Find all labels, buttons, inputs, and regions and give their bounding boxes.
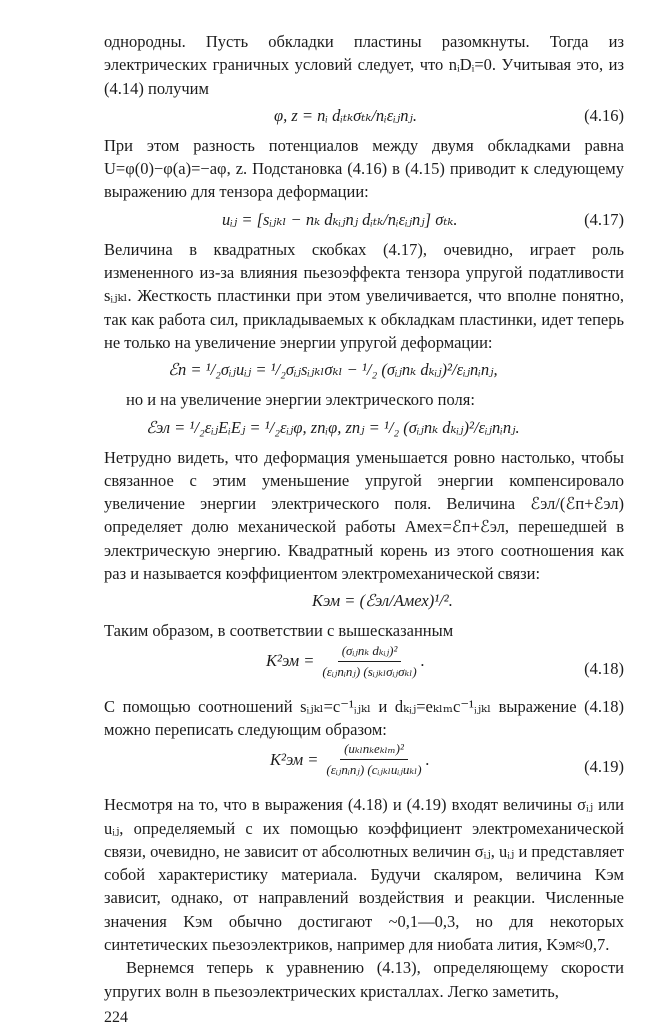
fraction-numerator: (σᵢⱼnₖ dₖᵢⱼ)² bbox=[338, 643, 402, 662]
paragraph: Несмотря на то, что в выражения (4.18) и (4.19) входят величины σᵢⱼ или uᵢⱼ, определяемый с их помощью коэффициент электромеханической связи, очевидно, не зависит от абсолютных величин σᵢⱼ, uᵢⱼ и представляет собой характеристику материала. Будучи скаляром, величина Kэм зависит, однако, от направлений воздействия и реакции. Численные значения Kэм обычно достигают ~0,1—0,3, но для некоторых синтетических пьезоэлектриков, например для ниобата лития, Kэм≈0,7. bbox=[104, 795, 624, 955]
fraction-denominator: (εᵢⱼnᵢnⱼ) (sᵢⱼₖₗσᵢⱼσₖₗ) bbox=[322, 663, 417, 679]
equation-electric-energy bbox=[104, 412, 624, 446]
equation-number: (4.19) bbox=[584, 757, 624, 777]
equation-k-em bbox=[104, 585, 624, 619]
equation-4-17 bbox=[104, 204, 624, 238]
equation-lhs: K²эм = bbox=[270, 749, 319, 769]
equation-tail: . bbox=[425, 749, 430, 769]
equation-tail: . bbox=[420, 651, 425, 671]
equation-number: (4.17) bbox=[584, 209, 624, 229]
fraction bbox=[318, 643, 420, 680]
equation-elastic-energy bbox=[104, 354, 624, 388]
paragraph: Таким образом, в соответствии с вышесказанным bbox=[104, 621, 454, 641]
equation-4-18 bbox=[104, 643, 624, 695]
fraction-denominator: (εᵢⱼnᵢnⱼ) (cᵢⱼₖₗuᵢⱼuₖₗ) bbox=[326, 762, 422, 778]
equation-4-19 bbox=[104, 741, 624, 793]
equation-body: ℰп = ¹/₂σᵢⱼuᵢⱼ = ¹/₂σᵢⱼsᵢⱼₖₗσₖₗ − ¹/₂ (σᵢⱼnₖ dₖᵢⱼ)²/εᵢⱼnᵢnⱼ, bbox=[168, 360, 498, 380]
equation-body: φ, z = nᵢ dᵢₜₖσₜₖ/nᵢεᵢⱼnⱼ. bbox=[274, 105, 417, 125]
fraction bbox=[322, 741, 425, 778]
paragraph: однородны. Пусть обкладки пластины разомкнуты. Тогда из электрических граничных условий следует, что nᵢDᵢ=0. Учитывая это, из (4.14) получим bbox=[104, 32, 624, 98]
paragraph: Нетрудно видеть, что деформация уменьшается ровно настолько, чтобы связанное с этим уменьшение упругой энергии компенсировало увеличение энергии электрического поля. Величина ℰэл/(ℰп+ℰэл) определяет долю механической работы Aмех=ℰп+ℰэл, перешедшей в электрическую энергию. Квадратный корень из этого соотношения как раз и называется коэффициентом электромеханической связи: bbox=[104, 447, 624, 584]
paragraph: Величина в квадратных скобках (4.17), очевидно, играет роль измененного из-за влияния пьезоэффекта тензора упругой податливости sᵢⱼₖₗ. Жесткость пластинки при этом увеличивается, что вполне понятно, так как работа сил, прикладываемых к обкладкам пластинки, идет теперь не только на увеличение энергии упругой деформации: bbox=[104, 239, 624, 352]
equation-body: ℰэл = ¹/₂εᵢⱼEᵢEⱼ = ¹/₂εᵢⱼφ, znᵢφ, znⱼ = ¹/₂ (σᵢⱼnₖ dₖᵢⱼ)²/εᵢⱼnᵢnⱼ. bbox=[146, 417, 520, 437]
equation-number: (4.18) bbox=[584, 658, 624, 678]
book-page bbox=[104, 30, 624, 1027]
fraction-numerator: (uₖₗnₖeₖₗₘ)² bbox=[340, 741, 408, 760]
paragraph: но и на увеличение энергии электрического поля: bbox=[126, 390, 475, 410]
paragraph: С помощью соотношений sᵢⱼₖₗ=c⁻¹ᵢⱼₖₗ и dₖᵢⱼ=eₖₗₘc⁻¹ᵢⱼₖₗ выражение (4.18) можно переписать следующим образом: bbox=[104, 696, 624, 739]
paragraph: При этом разность потенциалов между двумя обкладками равна U=φ(0)−φ(a)=−aφ, z. Подстановка (4.16) в (4.15) приводит к следующему выражению для тензора деформации: bbox=[104, 135, 624, 202]
equation-number: (4.16) bbox=[584, 105, 624, 125]
paragraph: Вернемся теперь к уравнению (4.13), определяющему скорости упругих волн в пьезоэлектрических кристаллах. Легко заметить, bbox=[104, 958, 624, 1001]
equation-body: Kэм = (ℰэл/Aмех)¹/². bbox=[312, 591, 453, 611]
equation-body: uᵢⱼ = [sᵢⱼₖₗ − nₖ dₖᵢⱼnⱼ dᵢₜₖ/nᵢεᵢⱼnⱼ] σₜₖ. bbox=[222, 209, 458, 229]
page-number: 224 bbox=[104, 1008, 128, 1026]
equation-4-16 bbox=[104, 100, 624, 134]
equation-lhs: K²эм = bbox=[266, 651, 315, 671]
